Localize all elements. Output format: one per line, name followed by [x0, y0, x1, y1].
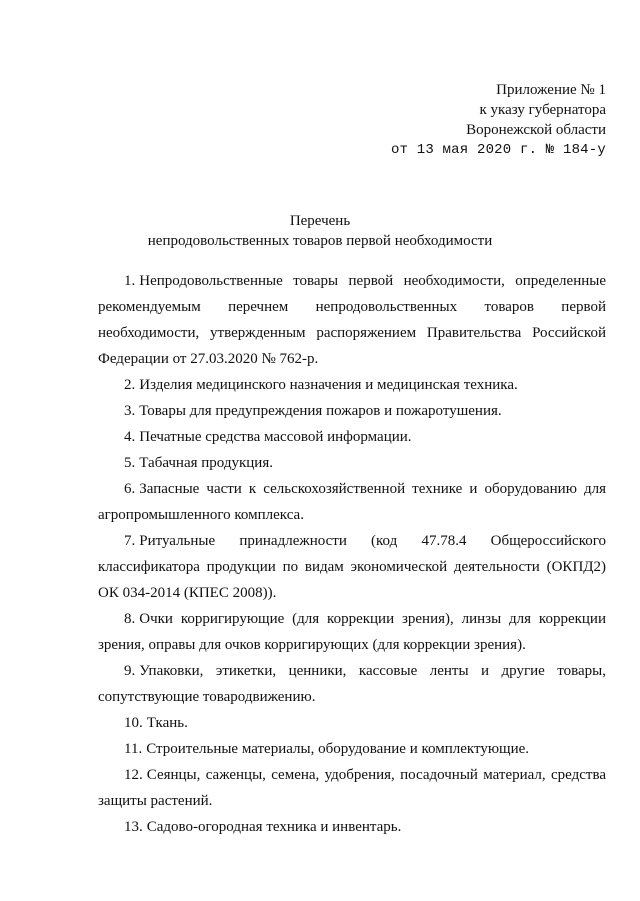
appendix-header [391, 80, 606, 160]
item-number: 4. [124, 429, 136, 445]
items-list [98, 268, 606, 840]
item-text: Очки корригирующие (для коррекции зрения), линзы для коррекции зрения, оправы для очков корригирующих (для коррекции зрения). [98, 611, 606, 653]
item-number: 9. [124, 663, 136, 679]
item-text: Непродовольственные товары первой необходимости, определенные рекомендуемым перечнем непродовольственных товаров первой необходимости, утвержденным распоряжением Правительства Российской Федерации от 27.03.2020 № 762-р. [98, 273, 606, 367]
appendix-line-3: Воронежской области [466, 122, 606, 138]
item-text: Печатные средства массовой информации. [139, 429, 412, 445]
item-text: Ткань. [146, 715, 188, 731]
item-text: Строительные материалы, оборудование и комплектующие. [146, 741, 530, 757]
list-item [98, 528, 606, 606]
appendix-date-line: от 13 мая 2020 г. № 184-у [390, 142, 606, 158]
item-text: Садово-огородная техника и инвентарь. [146, 819, 402, 835]
document-title [0, 211, 640, 251]
item-text: Товары для предупреждения пожаров и пожаротушения. [139, 403, 502, 419]
list-item [98, 268, 606, 372]
list-item [98, 450, 606, 476]
title-line-2: непродовольственных товаров первой необходимости [147, 233, 493, 249]
item-number: 5. [124, 455, 136, 471]
appendix-line-2: к указу губернатора [479, 102, 606, 118]
list-item [98, 372, 606, 398]
list-item [98, 424, 606, 450]
list-item [98, 606, 606, 658]
item-number: 11. [124, 741, 143, 757]
list-item [98, 710, 606, 736]
item-number: 7. [124, 533, 136, 549]
list-item [98, 814, 606, 840]
item-text: Изделия медицинского назначения и медицинская техника. [139, 377, 518, 393]
item-text: Упаковки, этикетки, ценники, кассовые ленты и другие товары, сопутствующие товародвижению. [98, 663, 606, 705]
item-number: 6. [124, 481, 136, 497]
item-text: Ритуальные принадлежности (код 47.78.4 Общероссийского классификатора продукции по видам экономической деятельности (ОКПД2) ОК 034-2014 (КПЕС 2008)). [98, 533, 606, 601]
list-item [98, 762, 606, 814]
item-number: 12. [124, 767, 143, 783]
item-number: 2. [124, 377, 136, 393]
item-text: Запасные части к сельскохозяйственной технике и оборудованию для агропромышленного комплекса. [98, 481, 606, 523]
appendix-line-1: Приложение № 1 [496, 82, 606, 98]
list-item [98, 398, 606, 424]
item-number: 10. [124, 715, 143, 731]
item-text: Сеянцы, саженцы, семена, удобрения, посадочный материал, средства защиты растений. [98, 767, 606, 809]
item-text: Табачная продукция. [139, 455, 273, 471]
item-number: 1. [124, 273, 136, 289]
item-number: 3. [124, 403, 136, 419]
list-item [98, 736, 606, 762]
item-number: 13. [124, 819, 143, 835]
item-number: 8. [124, 611, 136, 627]
title-line-1: Перечень [289, 213, 351, 229]
list-item [98, 476, 606, 528]
list-item [98, 658, 606, 710]
